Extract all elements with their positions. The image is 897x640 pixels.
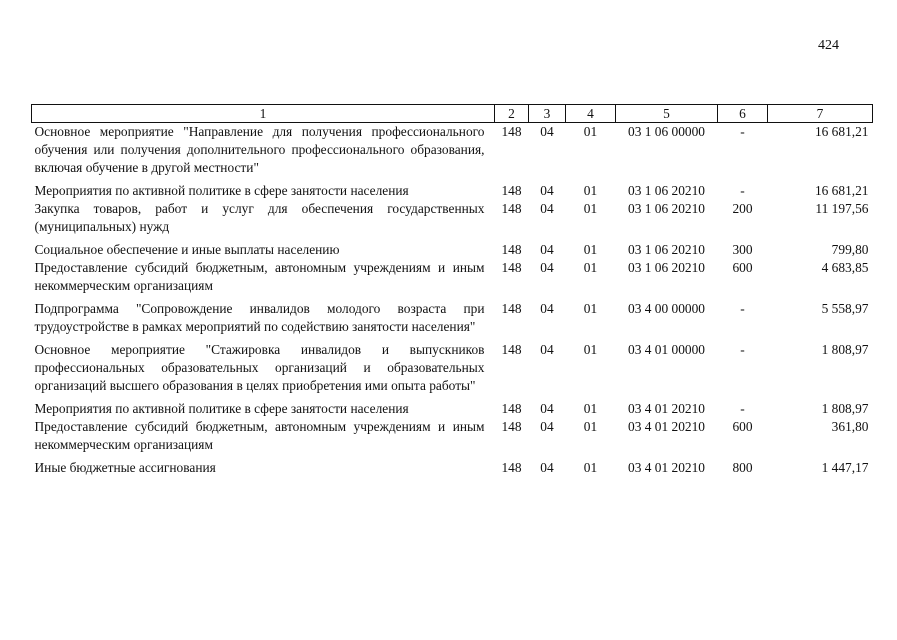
row-rz: 04: [540, 401, 554, 416]
row-pr: 01: [583, 260, 598, 275]
row-ved: 148: [501, 301, 522, 316]
row-csr: 03 1 06 20210: [628, 201, 705, 216]
row-ved: 148: [501, 260, 522, 275]
row-rz: 04: [540, 242, 554, 257]
row-name: Подпрограмма "Сопровождение инвалидов молодого возраста при трудоустройстве в рамках мероприятий по содействию занятости населения": [34, 301, 485, 334]
row-pr: 01: [583, 419, 598, 434]
row-rz: 04: [540, 124, 554, 139]
row-name: Предоставление субсидий бюджетным, автономным учреждениям и иным некоммерческим организациям: [34, 260, 485, 293]
row-vr: 200: [732, 201, 753, 216]
row-vr: 800: [732, 460, 753, 475]
row-rz: 04: [540, 419, 554, 434]
row-name: Основное мероприятие "Направление для получения профессионального обучения или получения дополнительного профессионального образования, включая обучение в другой местности": [34, 124, 485, 175]
row-sum: 1 447,17: [821, 460, 869, 475]
row-csr: 03 1 06 20210: [628, 183, 705, 198]
row-rz: 04: [540, 183, 554, 198]
row-csr: 03 4 01 20210: [628, 460, 705, 475]
row-rz: 04: [540, 342, 554, 357]
table-row: [32, 341, 873, 400]
row-sum: 16 681,21: [814, 124, 869, 139]
table-row: [32, 400, 873, 418]
row-pr: 01: [583, 201, 598, 216]
row-name: Социальное обеспечение и иные выплаты населению: [34, 242, 340, 257]
row-vr: 300: [732, 242, 753, 257]
row-name: Мероприятия по активной политике в сфере занятости населения: [34, 183, 409, 198]
row-name: Закупка товаров, работ и услуг для обеспечения государственных (муниципальных) нужд: [34, 201, 485, 234]
row-ved: 148: [501, 419, 522, 434]
row-sum: 361,80: [831, 419, 869, 434]
row-sum: 4 683,85: [821, 260, 869, 275]
row-rz: 04: [540, 460, 554, 475]
table-header-row: [32, 105, 873, 123]
row-ved: 148: [501, 460, 522, 475]
table-row: [32, 418, 873, 459]
budget-table: [31, 104, 873, 477]
table-row: [32, 123, 873, 183]
row-ved: 148: [501, 242, 522, 257]
row-sum: 799,80: [831, 242, 869, 257]
row-vr: -: [740, 342, 745, 357]
row-ved: 148: [501, 183, 522, 198]
row-rz: 04: [540, 301, 554, 316]
row-pr: 01: [583, 242, 598, 257]
row-pr: 01: [583, 401, 598, 416]
row-sum: 5 558,97: [821, 301, 869, 316]
table-row: [32, 241, 873, 259]
row-vr: -: [740, 183, 745, 198]
page-number: 424: [818, 38, 839, 53]
row-pr: 01: [583, 342, 598, 357]
row-csr: 03 4 01 20210: [628, 419, 705, 434]
row-ved: 148: [501, 201, 522, 216]
row-rz: 04: [540, 260, 554, 275]
row-vr: -: [740, 301, 745, 316]
table-row: [32, 200, 873, 241]
row-name: Основное мероприятие "Стажировка инвалидов и выпускников профессиональных образовательных организаций и образовательных организаций высшего образования в целях приобретения ими опыта работы": [34, 342, 485, 393]
column-header-7: 7: [768, 105, 873, 123]
table-row: [32, 182, 873, 200]
row-name: Иные бюджетные ассигнования: [34, 460, 216, 475]
column-header-4: 4: [566, 105, 616, 123]
row-csr: 03 4 01 00000: [628, 342, 705, 357]
row-name: Предоставление субсидий бюджетным, автономным учреждениям и иным некоммерческим организациям: [34, 419, 485, 452]
row-ved: 148: [501, 401, 522, 416]
row-csr: 03 1 06 20210: [628, 260, 705, 275]
table-row: [32, 459, 873, 477]
table-row: [32, 300, 873, 341]
row-ved: 148: [501, 124, 522, 139]
column-header-2: 2: [495, 105, 529, 123]
row-sum: 1 808,97: [821, 342, 869, 357]
column-header-1: 1: [32, 105, 495, 123]
row-ved: 148: [501, 342, 522, 357]
row-pr: 01: [583, 183, 598, 198]
column-header-6: 6: [718, 105, 768, 123]
row-vr: -: [740, 401, 745, 416]
row-vr: -: [740, 124, 745, 139]
row-vr: 600: [732, 260, 753, 275]
column-header-3: 3: [529, 105, 566, 123]
row-csr: 03 1 06 00000: [628, 124, 705, 139]
row-pr: 01: [583, 124, 598, 139]
row-sum: 16 681,21: [814, 183, 869, 198]
row-name: Мероприятия по активной политике в сфере занятости населения: [34, 401, 409, 416]
row-csr: 03 4 00 00000: [628, 301, 705, 316]
row-pr: 01: [583, 301, 598, 316]
row-csr: 03 4 01 20210: [628, 401, 705, 416]
row-csr: 03 1 06 20210: [628, 242, 705, 257]
row-pr: 01: [583, 460, 598, 475]
row-vr: 600: [732, 419, 753, 434]
row-sum: 11 197,56: [815, 201, 869, 216]
column-header-5: 5: [616, 105, 718, 123]
row-rz: 04: [540, 201, 554, 216]
row-sum: 1 808,97: [821, 401, 869, 416]
table-row: [32, 259, 873, 300]
